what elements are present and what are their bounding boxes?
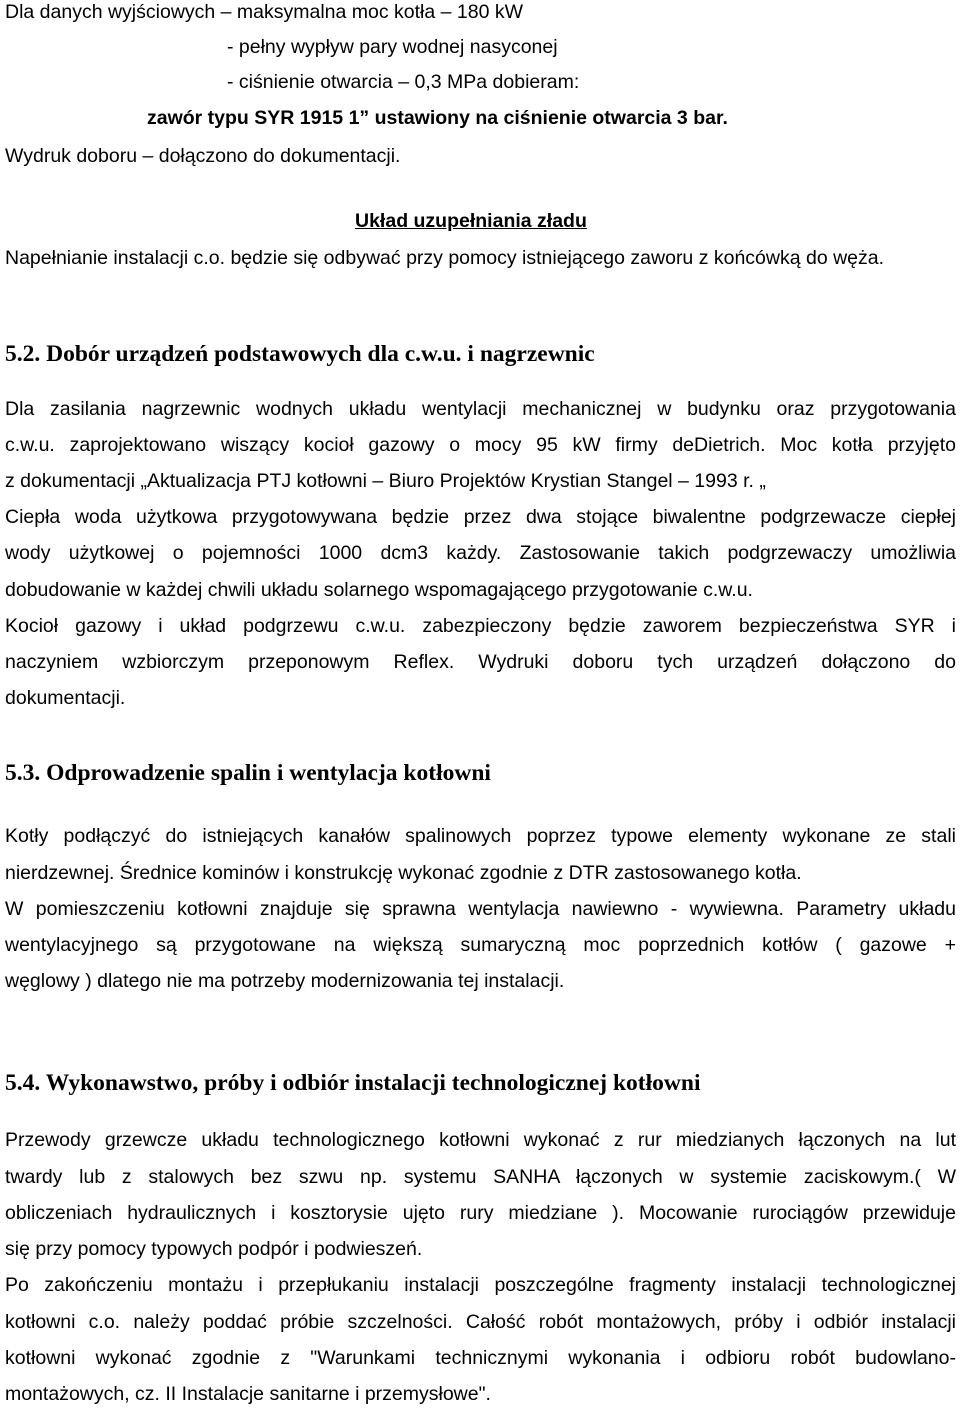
intro-line-3: - ciśnienie otwarcia – 0,3 MPa dobieram: [227, 71, 580, 93]
s54-line: montażowych, cz. II Instalacje sanitarne i przemysłowe". [5, 1383, 491, 1405]
s53-line: Kotły podłączyć do istniejących kanałów spalinowych poprzez typowe elementy wykonane ze stali [5, 825, 956, 847]
s52-line: Dla zasilania nagrzewnic wodnych układu wentylacji mechanicznej w budynku oraz przygotowania [5, 398, 956, 420]
s54-line: kotłowni wykonać zgodnie z "Warunkami technicznymi wykonania i odbioru robót budowlano- [5, 1347, 956, 1369]
intro-line-1: Dla danych wyjściowych – maksymalna moc kotła – 180 kW [5, 1, 524, 23]
section-5-4-heading: 5.4. Wykonawstwo, próby i odbiór instalacji technologicznej kotłowni [5, 1070, 701, 1096]
intro-line-2: - pełny wypływ pary wodnej nasyconej [227, 36, 558, 58]
s53-line: węglowy ) dlatego nie ma potrzeby modernizowania tej instalacji. [5, 970, 565, 992]
refill-text: Napełnianie instalacji c.o. będzie się odbywać przy pomocy istniejącego zaworu z końcówką do węża. [5, 247, 885, 269]
s54-line: kotłowni c.o. należy poddać próbie szczelności. Całość robót montażowych, próby i odbiór instalacji [5, 1311, 956, 1333]
s54-line: twardy lub z stalowych bez szwu np. systemu SANHA łączonych w systemie zaciskowym.( W [5, 1166, 956, 1188]
intro-line-4: zawór typu SYR 1915 1” ustawiony na ciśnienie otwarcia 3 bar. [147, 107, 728, 129]
s53-line: nierdzewnej. Średnice kominów i konstrukcję wykonać zgodnie z DTR zastosowanego kotła. [5, 862, 802, 884]
s52-line: wody użytkowej o pojemności 1000 dcm3 każdy. Zastosowanie takich podgrzewaczy umożliwia [5, 542, 956, 564]
s53-line: W pomieszczeniu kotłowni znajduje się sprawna wentylacja nawiewno - wywiewna. Parametry układu [5, 898, 956, 920]
s54-line: obliczeniach hydraulicznych i kosztorysie ujęto rury miedziane ). Mocowanie rurociągów przewiduje [5, 1202, 956, 1224]
intro-line-5: Wydruk doboru – dołączono do dokumentacji. [5, 145, 401, 167]
s52-line: c.w.u. zaprojektowano wiszący kocioł gazowy o mocy 95 kW firmy deDietrich. Moc kotła przyjęto [5, 434, 956, 456]
s52-line: z dokumentacji „Aktualizacja PTJ kotłowni – Biuro Projektów Krystian Stangel – 1993 r. „ [5, 470, 766, 492]
section-5-2-heading: 5.2. Dobór urządzeń podstawowych dla c.w.u. i nagrzewnic [5, 341, 595, 367]
section-5-3-heading: 5.3. Odprowadzenie spalin i wentylacja kotłowni [5, 760, 491, 786]
s52-line: Kocioł gazowy i układ podgrzewu c.w.u. zabezpieczony będzie zaworem bezpieczeństwa SYR i [5, 615, 956, 637]
s54-line: Po zakończeniu montażu i przepłukaniu instalacji poszczególne fragmenty instalacji technologicznej [5, 1274, 956, 1296]
s54-line: się przy pomocy typowych podpór i podwieszeń. [5, 1238, 423, 1260]
s53-line: wentylacyjnego są przygotowane na większą sumaryczną moc poprzednich kotłów ( gazowe + [5, 934, 956, 956]
s52-line: Ciepła woda użytkowa przygotowywana będzie przez dwa stojące biwalentne podgrzewacze ciepłej [5, 506, 956, 528]
refill-heading: Układ uzupełniania zładu [355, 210, 587, 232]
s52-line: dokumentacji. [5, 687, 126, 709]
s52-line: dobudowanie w każdej chwili układu solarnego wspomagającego przygotowanie c.w.u. [5, 579, 753, 601]
s54-line: Przewody grzewcze układu technologicznego kotłowni wykonać z rur miedzianych łączonych na lut [5, 1129, 956, 1151]
s52-line: naczyniem wzbiorczym przeponowym Reflex. Wydruki doboru tych urządzeń dołączono do [5, 651, 956, 673]
